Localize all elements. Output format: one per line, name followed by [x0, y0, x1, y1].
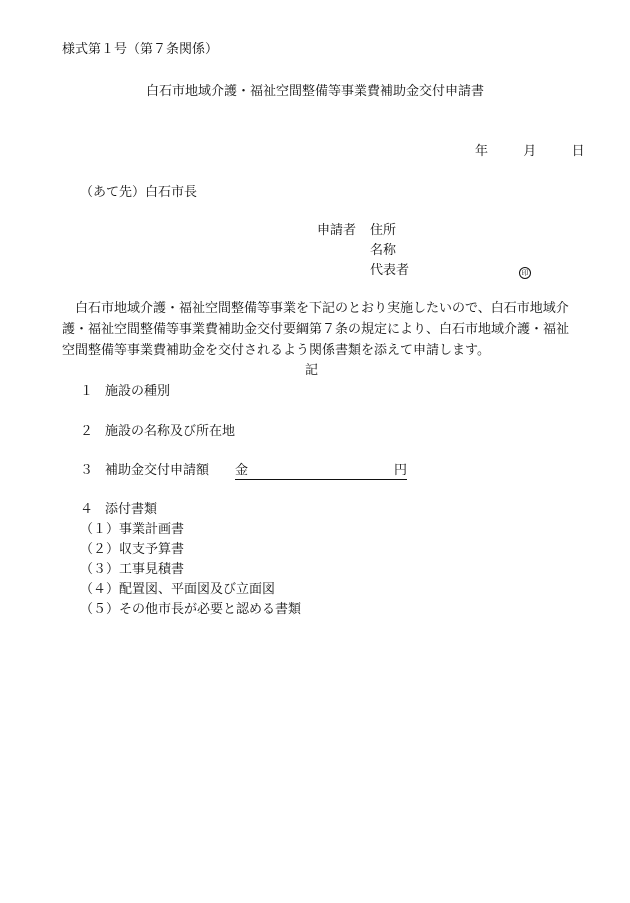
addressee: （あて先）白石市長 [80, 185, 198, 200]
body-paragraph: 白石市地域介護・福祉空間整備等事業を下記のとおり実施したいので、白石市地域介護・福祉空間整備等事業費補助金交付要綱第７条の規定により、白石市地域介護・福祉空間整備等事業費補助金を交付されるよう関係書類を添えて申請します。 [62, 301, 570, 358]
amount-suffix: 円 [394, 463, 408, 478]
attachment-item: （１）事業計画書 [80, 522, 185, 537]
item-number: ２ [80, 424, 94, 439]
name-label: 名称 [370, 243, 397, 258]
date-month: 月 [523, 144, 537, 159]
date-year: 年 [475, 144, 489, 159]
item-4 [80, 501, 157, 518]
address-label: 住所 [370, 223, 397, 238]
attachment-item: （４）配置図、平面図及び立面図 [80, 582, 276, 597]
item-3 [80, 462, 407, 480]
applicant-label: 申請者 [317, 223, 357, 238]
attachment-item: （２）収支予算書 [80, 542, 185, 557]
item-1 [80, 383, 170, 400]
representative-label: 代表者 [370, 263, 410, 278]
seal-mark [519, 263, 531, 280]
attachment-item: （５）その他市長が必要と認める書類 [80, 602, 302, 617]
date-line [475, 143, 585, 160]
item-number: １ [80, 384, 94, 399]
item-label: 補助金交付申請額 [105, 463, 210, 478]
ki-heading: 記 [305, 363, 319, 378]
item-number: ４ [80, 502, 94, 517]
document-title: 白石市地域介護・福祉空間整備等事業費補助金交付申請書 [145, 84, 484, 99]
item-label: 添付書類 [105, 502, 158, 517]
item-number: ３ [80, 463, 94, 478]
item-label: 施設の名称及び所在地 [105, 424, 236, 439]
amount-field [235, 462, 407, 480]
item-2 [80, 423, 235, 440]
date-day: 日 [571, 144, 585, 159]
item-label: 施設の種別 [105, 384, 171, 399]
seal-icon: 印 [519, 267, 531, 279]
attachment-item: （３）工事見積書 [80, 562, 185, 577]
amount-prefix: 金 [235, 463, 249, 478]
form-number: 様式第１号（第７条関係） [62, 42, 219, 57]
